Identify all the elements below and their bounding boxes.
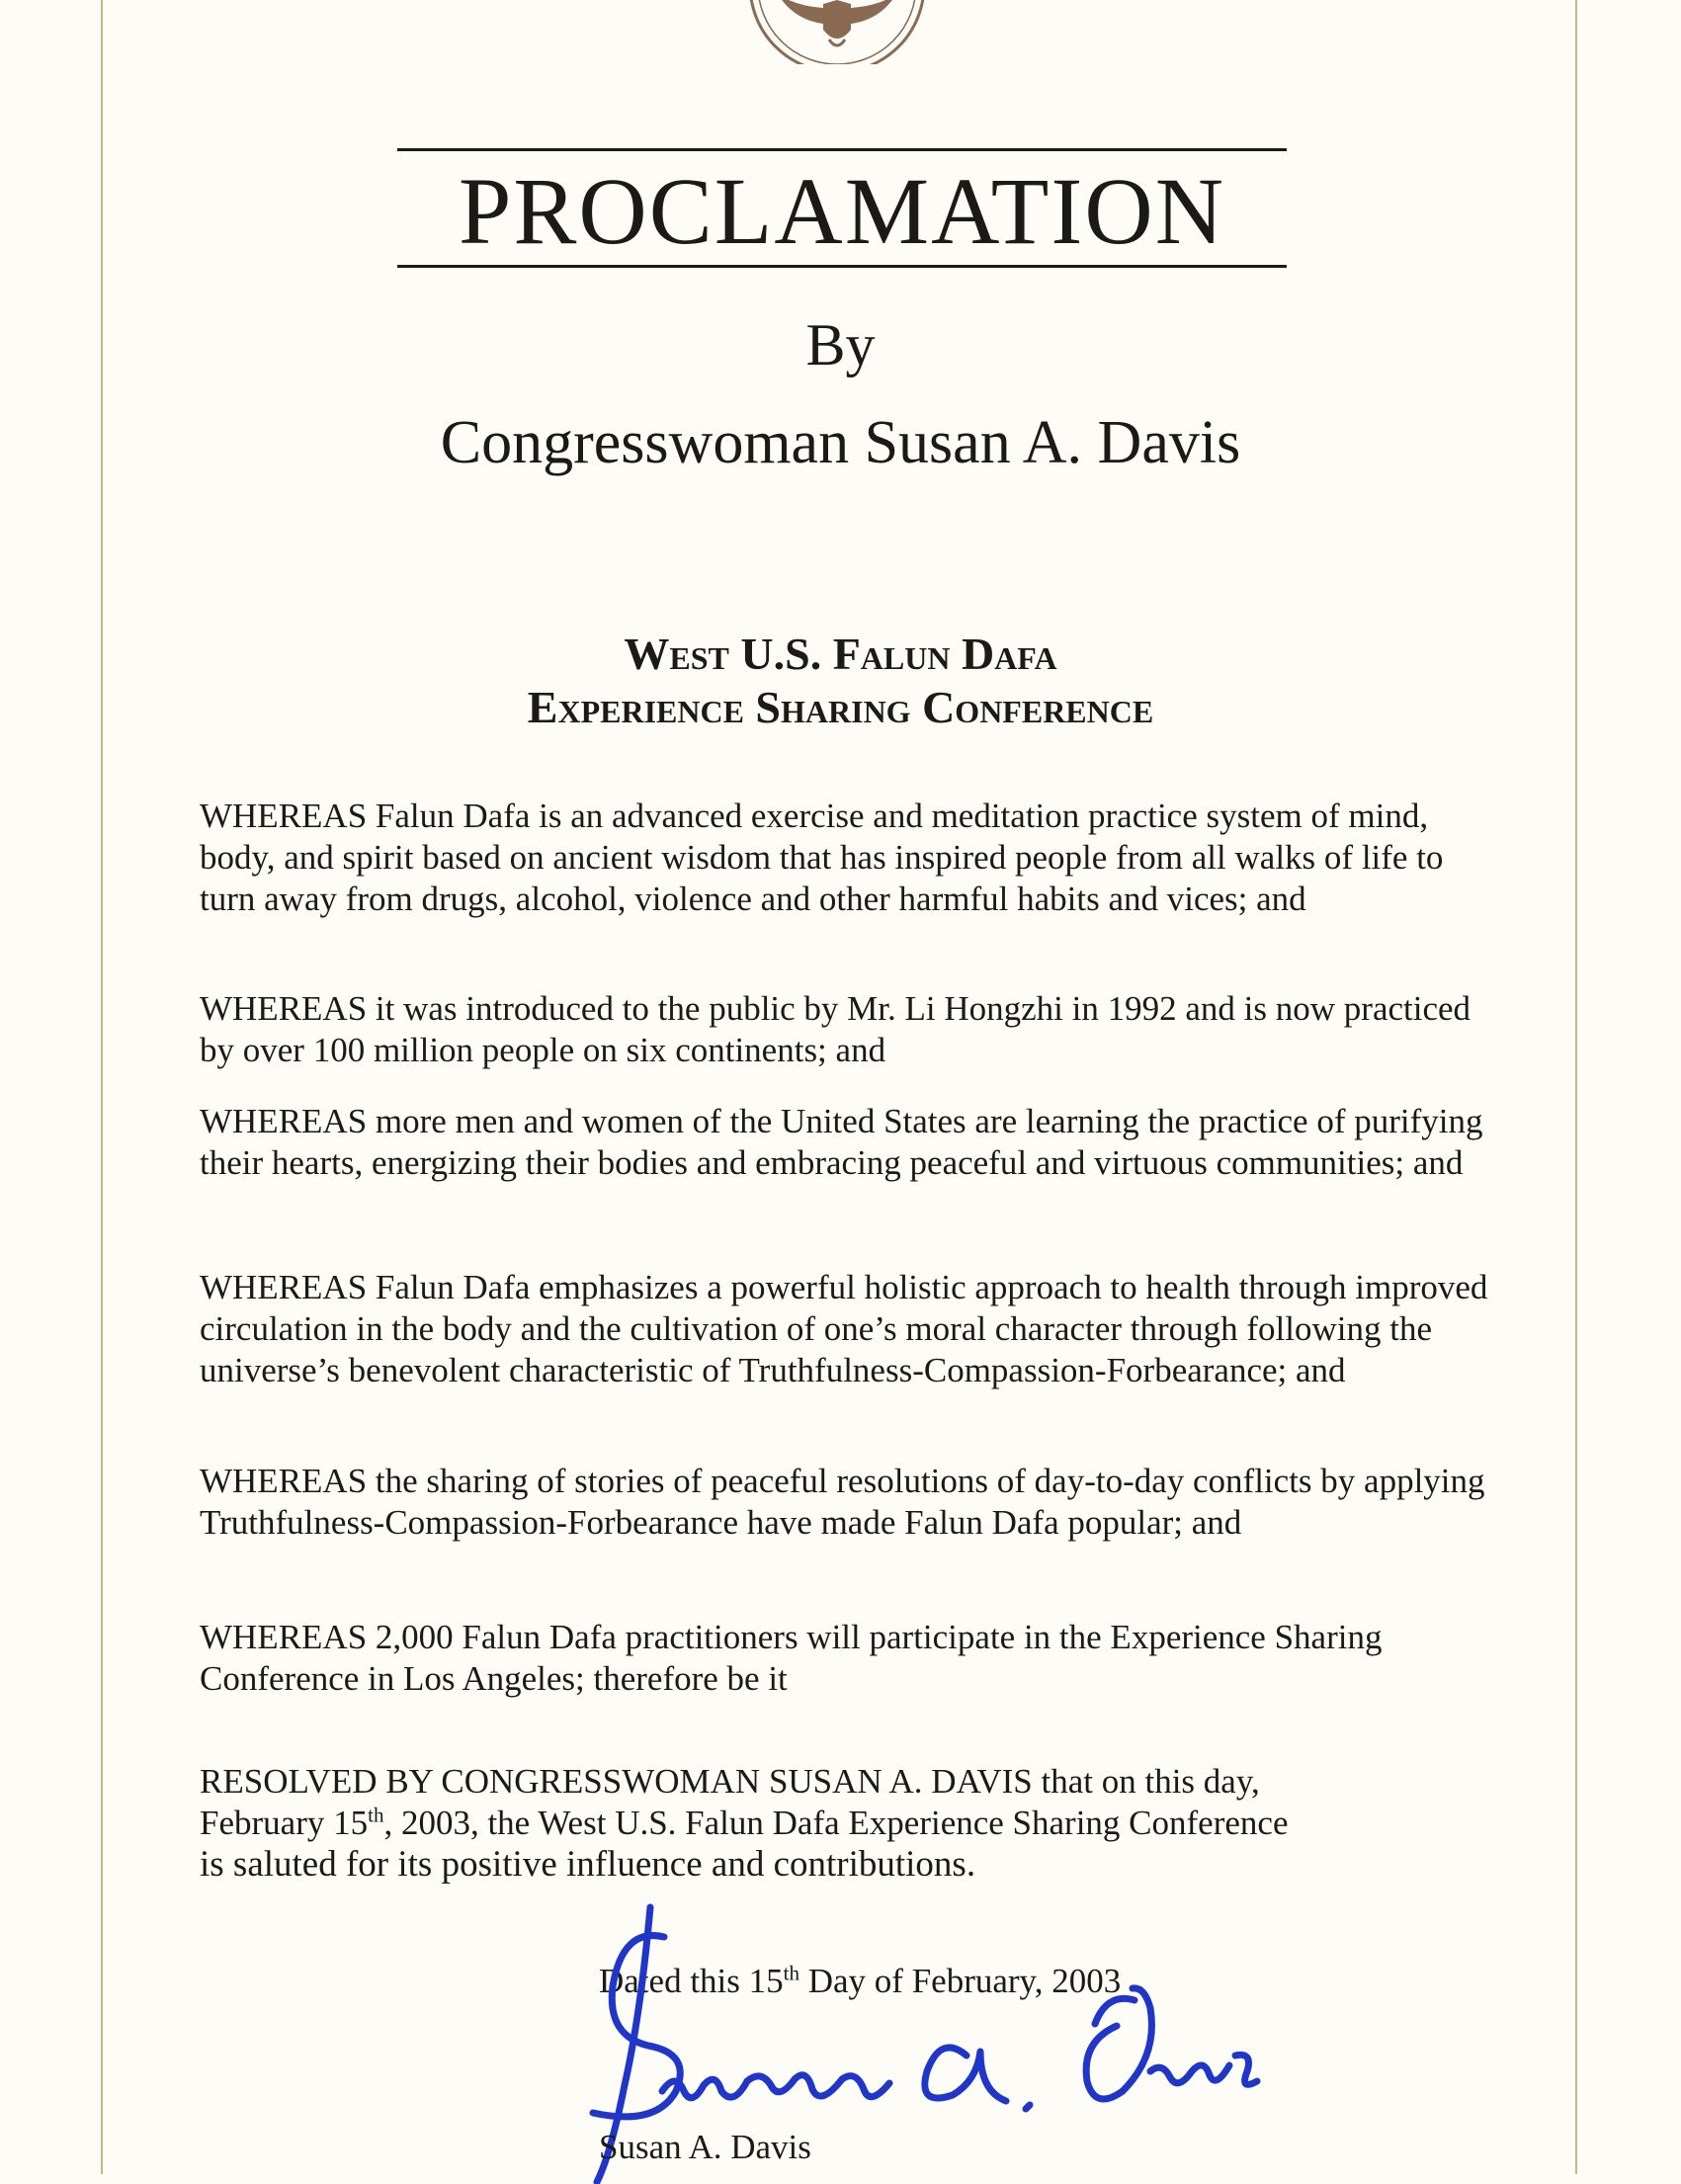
- dated-suffix: th: [783, 1961, 799, 1985]
- title-top-rule: [397, 148, 1287, 151]
- conference-title-line-2: Experience Sharing Conference: [527, 682, 1154, 732]
- resolved-line-1: RESOLVED BY CONGRESSWOMAN SUSAN A. DAVIS that on this day,: [200, 1762, 1260, 1801]
- whereas-paragraph-3: WHEREAS more men and women of the United States are learning the practice of purifying their hearts, energizing their bodies and embracing peaceful and virtuous communities; and: [200, 1102, 1483, 1182]
- whereas-paragraph-5: WHEREAS the sharing of stories of peaceful resolutions of day-to-day conflicts by applying Truthfulness-Compassion-Forbearance have made Falun Dafa popular; and: [200, 1462, 1485, 1542]
- resolved-date-suffix: th: [368, 1803, 384, 1827]
- title-block: [397, 148, 1287, 271]
- author-name: Congresswoman Susan A. Davis: [440, 409, 1241, 476]
- whereas-paragraph-4: WHEREAS Falun Dafa emphasizes a powerful holistic approach to health through improved circulation in the body and the cultivation of one’s moral character through following the universe’s benevolent characteristic of Truthfulness-Compassion-Forbearance; and: [200, 1268, 1488, 1389]
- eagle-seal-icon: [748, 0, 926, 64]
- dated-post: Day of February, 2003: [798, 1962, 1122, 2000]
- resolved-paragraph: [200, 1761, 1504, 1886]
- resolved-date-pre: February 15: [200, 1804, 369, 1842]
- title-bottom-rule: [397, 265, 1287, 268]
- by-line: By: [805, 312, 876, 378]
- resolved-date-post: , 2003, the West U.S. Falun Dafa Experience Sharing Conference: [383, 1804, 1289, 1842]
- page-title: PROCLAMATION: [458, 158, 1226, 264]
- conference-title-line-1: West U.S. Falun Dafa: [624, 629, 1057, 679]
- resolved-line-3: is saluted for its positive influence and contributions.: [200, 1844, 976, 1885]
- resolved-line-2: [200, 1803, 1504, 1844]
- whereas-paragraph-2: WHEREAS it was introduced to the public by Mr. Li Hongzhi in 1992 and is now practiced by over 100 million people on six continents; and: [200, 989, 1471, 1069]
- whereas-paragraph-1: WHEREAS Falun Dafa is an advanced exercise and meditation practice system of mind, body, and spirit based on ancient wisdom that has inspired people from all walks of life to turn away from drugs, alcohol, violence and other harmful habits and vices; and: [200, 797, 1444, 918]
- signer-name: Susan A. Davis: [599, 2128, 811, 2166]
- dated-pre: Dated this 15: [599, 1962, 784, 2000]
- whereas-paragraph-6: WHEREAS 2,000 Falun Dafa practitioners will participate in the Experience Sharing Conference in Los Angeles; therefore be it: [200, 1618, 1383, 1698]
